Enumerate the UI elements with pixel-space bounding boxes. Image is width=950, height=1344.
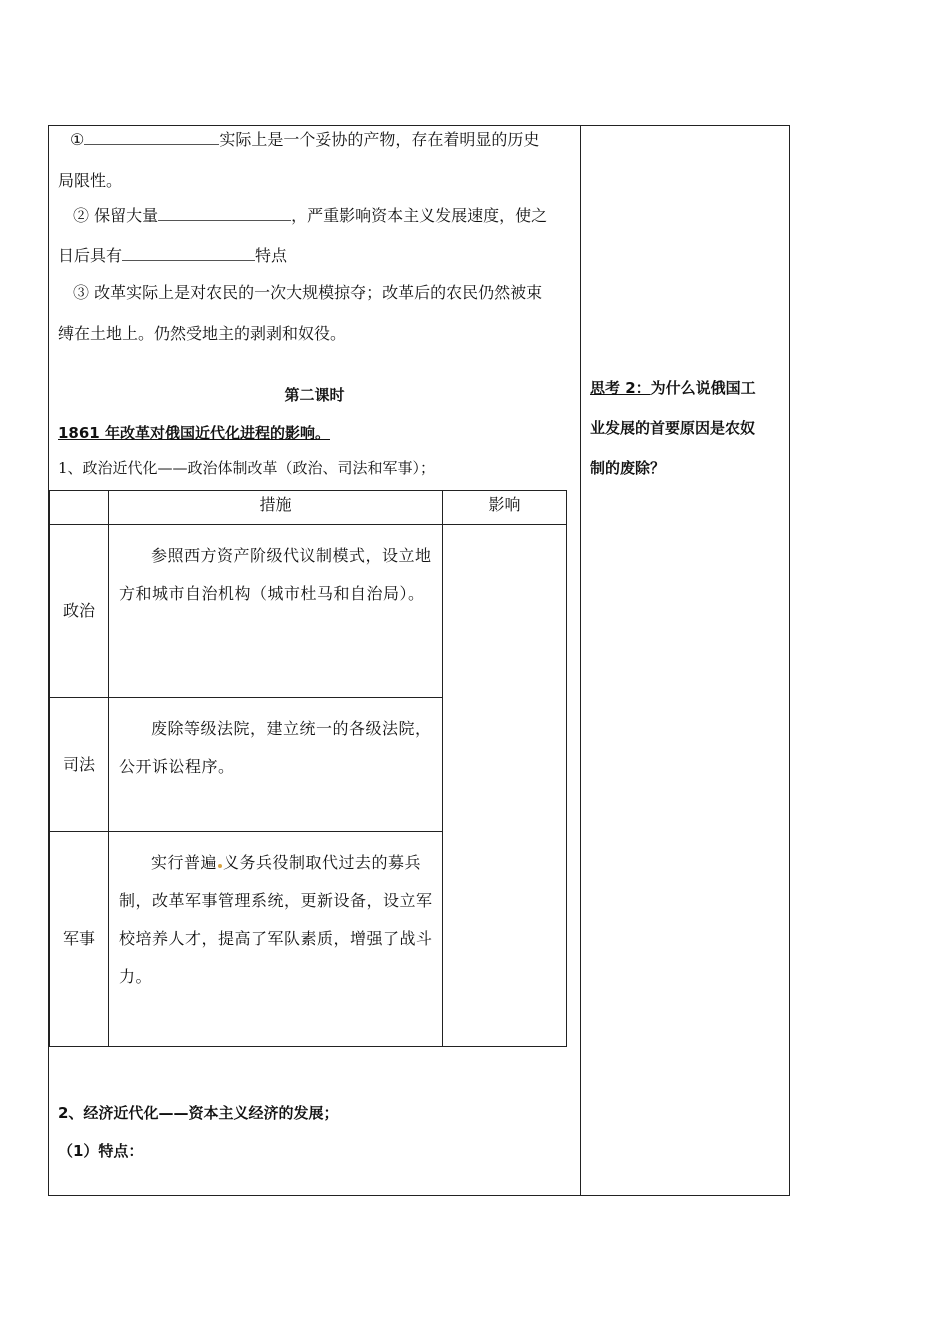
line4-prefix: 日后具有: [58, 246, 123, 265]
row-measure-cell: [109, 832, 443, 1047]
lesson-title: 第二课时: [284, 386, 345, 404]
table-header-row: [50, 491, 567, 525]
line4-suffix: 特点: [255, 246, 288, 265]
row-category-military: 军事: [50, 832, 109, 1047]
measure-military: [109, 832, 442, 996]
item-1: 1、政治近代化——政治体制改革（政治、司法和军事）；: [58, 459, 436, 477]
fill-line-3: [73, 206, 547, 226]
blank-2[interactable]: [158, 206, 291, 221]
row-measure-cell: [109, 698, 443, 832]
think-line-3: 制的废除？: [590, 459, 666, 477]
highlight-dot: [218, 864, 222, 868]
think-text-1: 为什么说俄国工: [650, 379, 756, 397]
header-measure: 措施: [109, 491, 443, 525]
reform-table: [49, 490, 567, 1047]
row-category-judiciary: 司法: [50, 698, 109, 832]
fill-line-1: [70, 130, 539, 150]
measure-politics: 参照西方资产阶级代议制模式，设立地方和城市自治机构（城市杜马和自治局）。: [119, 546, 432, 603]
header-blank-cell: [50, 491, 109, 525]
line3-suffix: ，严重影响资本主义发展速度，使之: [291, 206, 548, 225]
line1-text: 实际上是一个妥协的产物，存在着明显的历史: [219, 130, 540, 149]
text-line-5: ③ 改革实际上是对农民的一次大规模掠夺；改革后的农民仍然被束: [73, 283, 543, 302]
measure-military-b: 义务兵役制取代过去的募兵制，改革军事管理系统，更新设备，设立军校培养人才，提高了军队素质，增强了战斗力。: [119, 853, 433, 986]
circle-num-1: ①: [70, 130, 85, 149]
impact-cell[interactable]: [443, 525, 567, 1047]
measure-judiciary: 废除等级法院，建立统一的各级法院，公开诉讼程序。: [119, 719, 432, 776]
text-line-2: 局限性。: [58, 171, 123, 190]
line3-prefix: ② 保留大量: [73, 206, 159, 225]
think-line-1: [590, 378, 756, 398]
text-line-6: 缚在土地上。仍然受地主的剥剥和奴役。: [58, 324, 347, 343]
row-measure-cell: [109, 525, 443, 698]
blank-3[interactable]: [122, 246, 255, 261]
header-impact: 影响: [443, 491, 567, 525]
item-2-sub: （1）特点：: [58, 1142, 144, 1160]
row-category-politics: 政治: [50, 525, 109, 698]
blank-1[interactable]: [84, 130, 219, 145]
column-divider: [580, 125, 581, 1196]
section-title: 1861 年改革对俄国近代化进程的影响。: [58, 424, 330, 442]
measure-military-a: 实行普遍: [151, 853, 218, 872]
think-label: 思考 2：: [590, 379, 651, 397]
think-line-2: 业发展的首要原因是农奴: [590, 419, 756, 437]
fill-line-4: [58, 246, 287, 266]
item-2: 2、经济近代化——资本主义经济的发展；: [58, 1104, 339, 1122]
table-row: [50, 525, 567, 698]
